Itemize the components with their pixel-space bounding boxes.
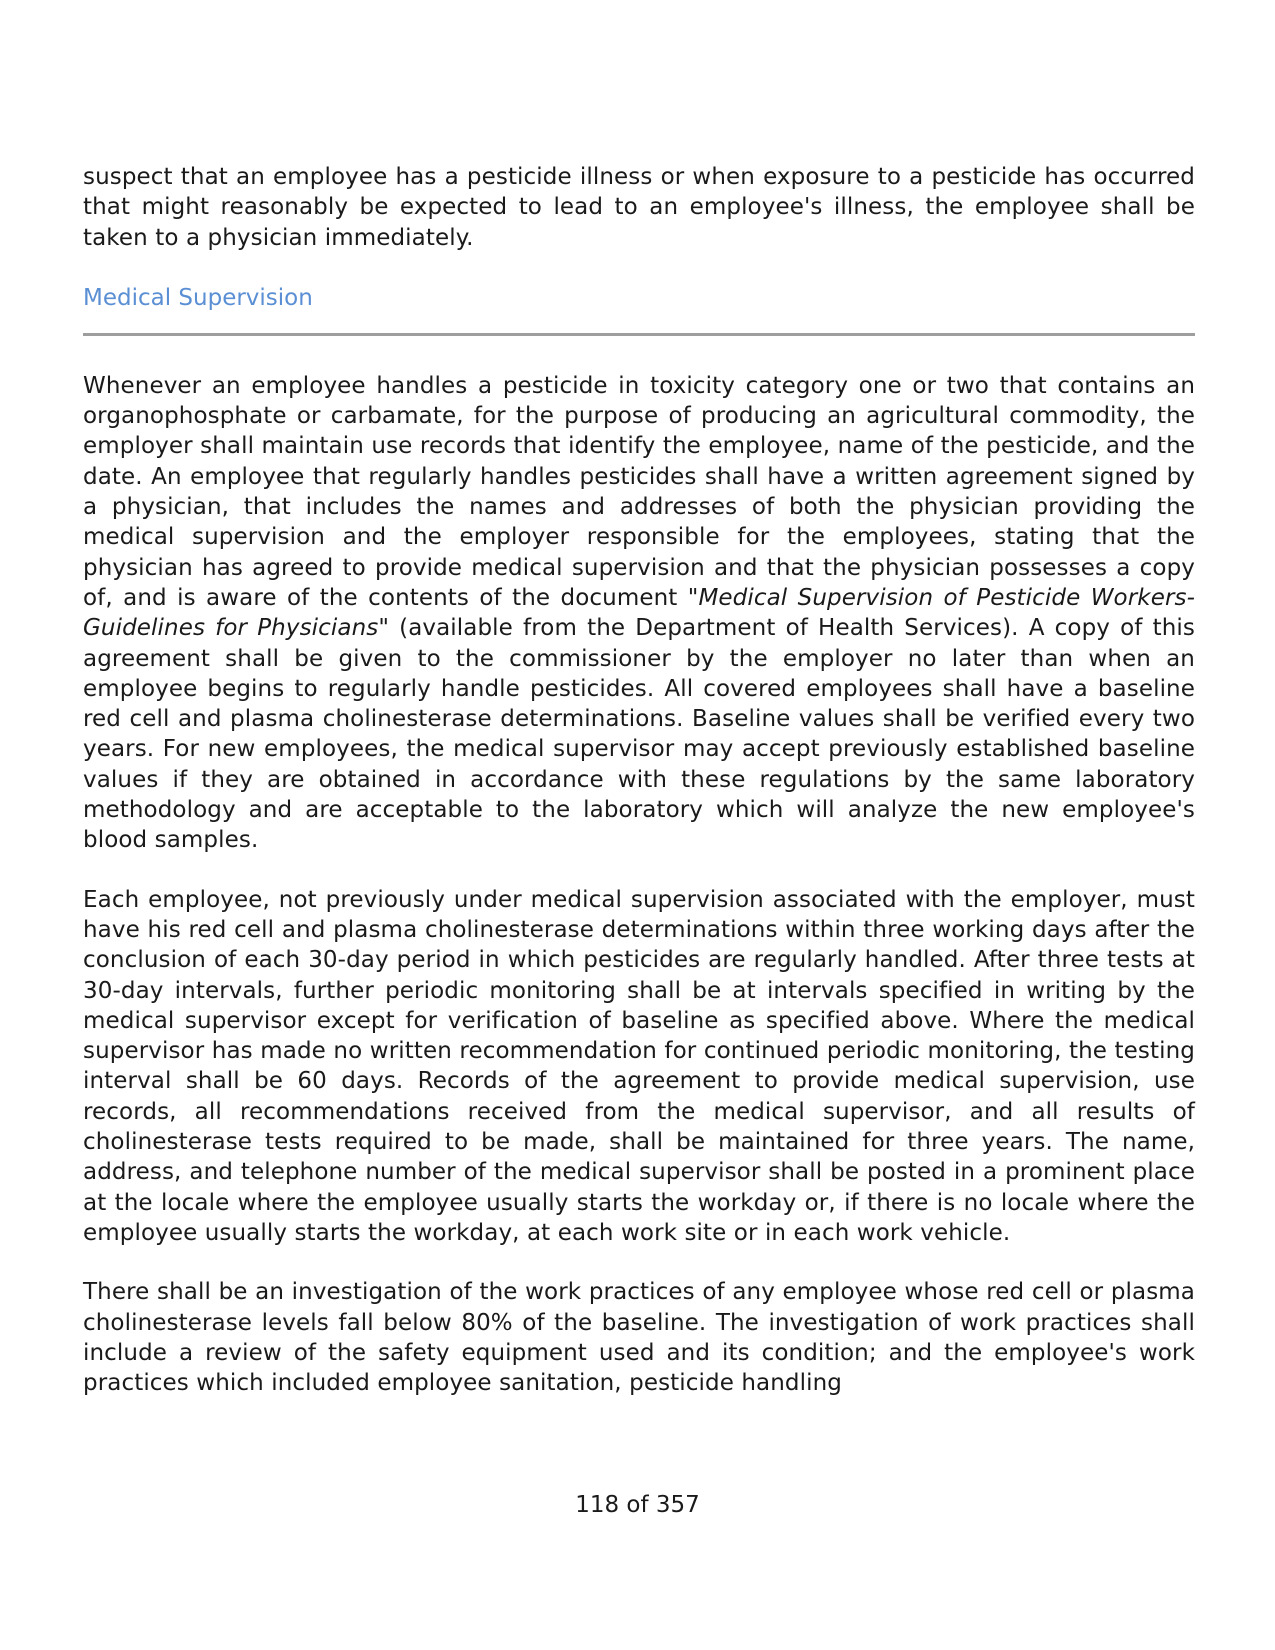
document-body [83,162,1195,1398]
paragraph-text-before-title: Whenever an employee handles a pesticide in toxicity category one or two that contains an organophosphate or carbamate, for the purpose of producing an agricultural commodity, the employer shall maintain use records that identify the employee, name of the pesticide, and the date. An employee that regularly handles pesticides shall have a written agreement signed by a physician, that includes the names and addresses of both the physician providing the medical supervision and the employer responsible for the employees, stating that the physician has agreed to provide medical supervision and that the physician possesses a copy of, and is aware of the contents of the document " [83,372,1195,611]
paragraph-intro: suspect that an employee has a pesticide illness or when exposure to a pesticide has occurred that might reasonably be expected to lead to an employee's illness, the employee shall be taken to a physician immediately. [83,164,1195,251]
guideline-document-title: Medical Supervision of Pesticide Workers-Guidelines for Physicians [83,584,1195,642]
paragraph-medical-supervision [83,371,1195,856]
section-divider [83,333,1195,336]
page-number: 118 of 357 [575,1492,700,1518]
paragraph-monitoring: Each employee, not previously under medical supervision associated with the employer, must have his red cell and plasma cholinesterase determinations within three working days after the conclusion of each 30-day period in which pesticides are regularly handled. After three tests at 30-day intervals, further periodic monitoring shall be at intervals specified in writing by the medical supervisor except for verification of baseline as specified above. Where the medical supervisor has made no written recommendation for continued periodic monitoring, the testing interval shall be 60 days. Records of the agreement to provide medical supervision, use records, all recommendations received from the medical supervisor, and all results of cholinesterase tests required to be made, shall be maintained for three years. The name, address, and telephone number of the medical supervisor shall be posted in a prominent place at the locale where the employee usually starts the workday or, if there is no locale where the employee usually starts the workday, at each work site or in each work vehicle. [83,886,1195,1246]
paragraph-investigation: There shall be an investigation of the work practices of any employee whose red cell or plasma cholinesterase levels fall below 80% of the baseline. The investigation of work practices shall include a review of the safety equipment used and its condition; and the employee's work practices which included employee sanitation, pesticide handling [83,1279,1195,1397]
section-heading: Medical Supervision [83,284,313,311]
paragraph-text-after-title: " (available from the Department of Health Services). A copy of this agreement shall be given to the commissioner by the employer no later than when an employee begins to regularly handle pesticides. All covered employees shall have a baseline red cell and plasma cholinesterase determinations. Baseline values shall be verified every two years. For new employees, the medical supervisor may accept previously established baseline values if they are obtained in accordance with these regulations by the same laboratory methodology and are acceptable to the laboratory which will analyze the new employee's blood samples. [83,615,1195,854]
